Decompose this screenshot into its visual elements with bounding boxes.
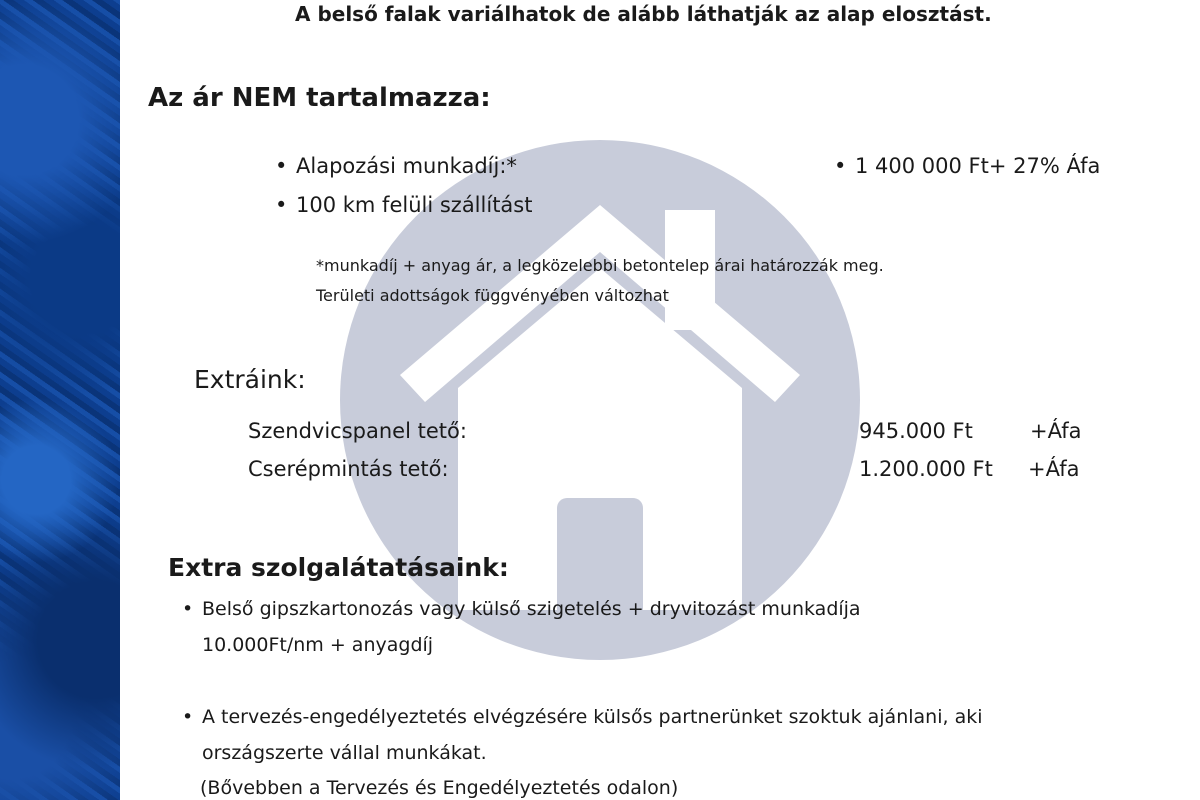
service-item-line: országszerte vállal munkákat.: [202, 742, 487, 764]
extras-row-vat: +Áfa: [1028, 457, 1080, 481]
service-item-line: • A tervezés-engedélyeztetés elvégzésére külsős partnerünket szoktuk ajánlani, aki: [202, 706, 983, 728]
service-item-line: (Bővebben a Tervezés és Engedélyeztetés odalon): [200, 777, 679, 799]
intro-text: A belső falak variálhatok de alább láthatják az alap elosztást.: [295, 2, 992, 26]
service-item-line: • Belső gipszkartonozás vagy külső szigetelés + dryvitozást munkadíja: [202, 598, 861, 620]
list-item-foundation-price: • 1 400 000 Ft+ 27% Áfa: [855, 154, 1100, 178]
extras-row-label: Cserépmintás tető:: [248, 457, 449, 481]
extras-row-price: 1.200.000 Ft: [859, 457, 993, 481]
list-item-foundation-label: • Alapozási munkadíj:*: [296, 154, 517, 178]
price-exclusions-heading: Az ár NEM tartalmazza:: [148, 83, 491, 113]
price-note-line-2: Területi adottságok függvényében változhat: [316, 286, 669, 305]
price-note-line-1: *munkadíj + anyag ár, a legközelebbi betontelep árai határozzák meg.: [316, 256, 884, 275]
service-item-line: 10.000Ft/nm + anyagdíj: [202, 634, 434, 656]
extras-heading: Extráink:: [194, 365, 306, 394]
list-item-transport-label: • 100 km felüli szállítást: [296, 193, 532, 217]
extras-row-vat: +Áfa: [1030, 419, 1082, 443]
extras-row-label: Szendvicspanel tető:: [248, 419, 467, 443]
services-heading: Extra szolgalátatásaink:: [168, 553, 509, 582]
extras-row-price: 945.000 Ft: [859, 419, 973, 443]
